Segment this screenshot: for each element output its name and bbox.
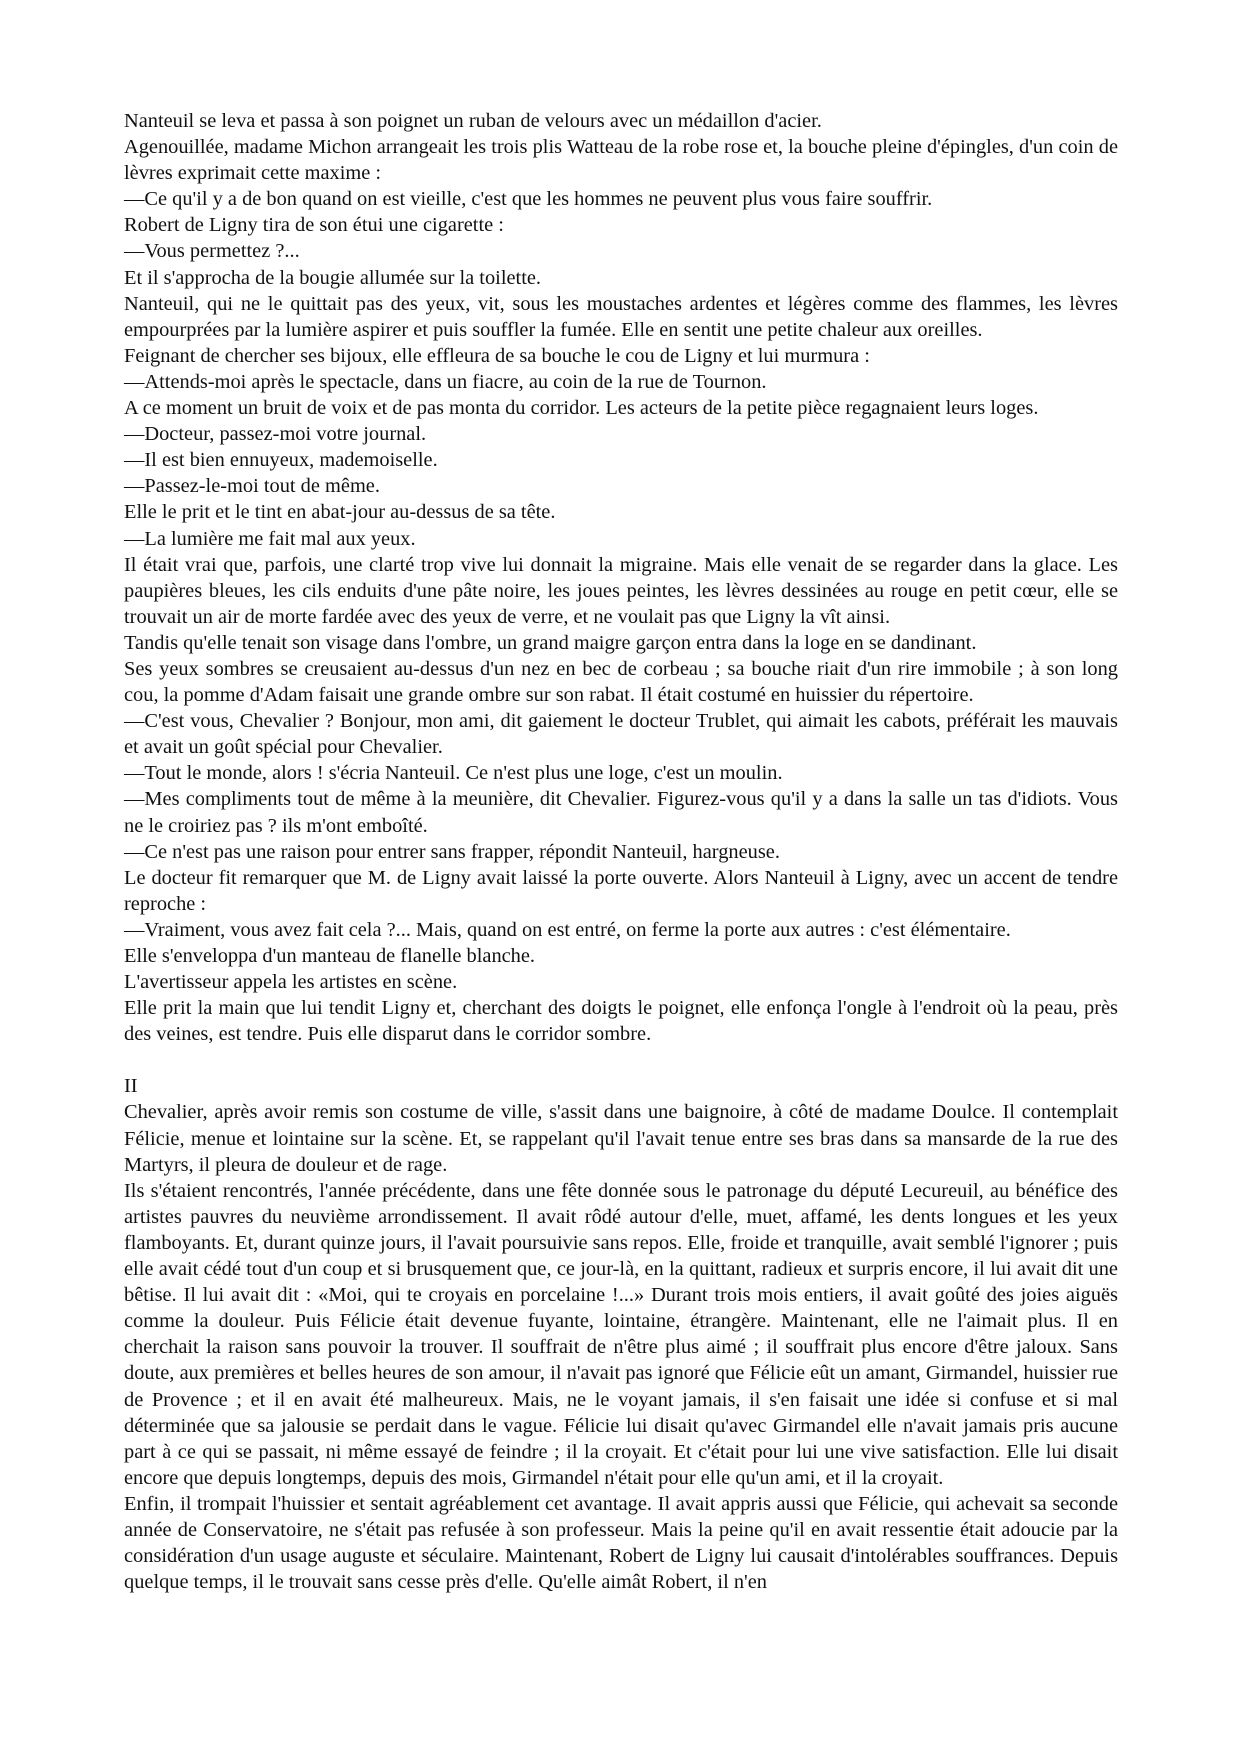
paragraph: L'avertisseur appela les artistes en scène.: [124, 971, 458, 994]
paragraph: —Ce qu'il y a de bon quand on est vieille, c'est que les hommes ne peuvent plus vous faire souffrir.: [124, 188, 933, 211]
paragraph: Agenouillée, madame Michon arrangeait les trois plis Watteau de la robe rose et, la bouche pleine d'épingles, d'un coin de lèvres exprimait cette maxime :: [124, 136, 1118, 185]
paragraph: —Mes compliments tout de même à la meunière, dit Chevalier. Figurez-vous qu'il y a dans la salle un tas d'idiots. Vous ne le croiriez pas ? ils m'ont emboîté.: [124, 788, 1118, 837]
section-heading: II: [124, 1075, 138, 1098]
paragraph: Et il s'approcha de la bougie allumée sur la toilette.: [124, 266, 542, 289]
paragraph: Nanteuil se leva et passa à son poignet un ruban de velours avec un médaillon d'acier.: [124, 110, 822, 132]
paragraph: Elle prit la main que lui tendit Ligny et, cherchant des doigts le poignet, elle enfonça l'ongle à l'endroit où la peau, près des veines, est tendre. Puis elle disparut dans le corridor sombre.: [124, 997, 1118, 1046]
paragraph: —Il est bien ennuyeux, mademoiselle.: [124, 449, 438, 472]
paragraph: Ils s'étaient rencontrés, l'année précédente, dans une fête donnée sous le patronage du député Lecureuil, au bénéfice des artistes pauvres du neuvième arrondissement. Il avait rôdé autour d'elle, muet, affamé, les dents longues et les yeux flamboyants. Et, durant quinze jours, il l'avait poursuivie sans repos. Elle, froide et tranquille, avait semblé l'ignorer ; puis elle avait cédé tout d'un coup et si brusquement que, ce jour-là, en la quittant, radieux et surpris encore, il lui avait dit une bêtise. Il lui avait dit : «Moi, qui te croyais en porcelaine !...» Durant trois mois entiers, il avait goûté des joies aiguës comme la douleur. Puis Félicie était devenue fuyante, lointaine, étrangère. Maintenant, elle ne l'aimait plus. Il en cherchait la raison sans pouvoir la trouver. Il souffrait de n'être plus aimé ; il souffrait plus encore d'être jaloux. Sans doute, aux premières et belles heures de son amour, il n'avait pas ignoré que Félicie eût un amant, Girmandel, huissier rue de Provence ; et il en avait été malheureux. Mais, ne le voyant jamais, il s'en faisait une idée si confuse et si mal déterminée que sa jalousie se perdait dans le vague. Félicie lui disait qu'avec Girmandel elle n'avait jamais pris aucune part à ce qui se passait, ni même essayé de feindre ; il la croyait. Et c'était pour lui une vive satisfaction. Elle lui disait encore que depuis longtemps, depuis des mois, Girmandel n'était pour elle qu'un ami, et il la croyait.: [124, 1179, 1118, 1489]
document-page: [124, 108, 1118, 1595]
paragraph: Chevalier, après avoir remis son costume de ville, s'assit dans une baignoire, à côté de madame Doulce. Il contemplait Félicie, menue et lointaine sur la scène. Et, se rappelant qu'il l'avait tenue entre ses bras dans sa mansarde de la rue des Martyrs, il pleura de douleur et de rage.: [124, 1101, 1118, 1176]
paragraph: —Tout le monde, alors ! s'écria Nanteuil. Ce n'est plus une loge, c'est un moulin.: [124, 762, 783, 785]
paragraph: Il était vrai que, parfois, une clarté trop vive lui donnait la migraine. Mais elle venait de se regarder dans la glace. Les paupières bleues, les cils enduits d'une pâte noire, les joues peintes, les lèvres dessinées au rouge en petit cœur, elle se trouvait un air de morte fardée avec des yeux de verre, et ne voulait pas que Ligny la vît ainsi.: [124, 553, 1118, 628]
paragraph: Elle s'enveloppa d'un manteau de flanelle blanche.: [124, 945, 536, 967]
paragraph: —Passez-le-moi tout de même.: [124, 475, 380, 498]
paragraph: Ses yeux sombres se creusaient au-dessus d'un nez en bec de corbeau ; sa bouche riait d'un rire immobile ; à son long cou, la pomme d'Adam faisait une grande ombre sur son rabat. Il était costumé en huissier du répertoire.: [124, 657, 1118, 707]
paragraph: Robert de Ligny tira de son étui une cigarette :: [124, 214, 504, 237]
paragraph: A ce moment un bruit de voix et de pas monta du corridor. Les acteurs de la petite pièce regagnaient leurs loges.: [124, 397, 1039, 420]
paragraph: —Docteur, passez-moi votre journal.: [124, 423, 427, 446]
paragraph: —Ce n'est pas une raison pour entrer sans frapper, répondit Nanteuil, hargneuse.: [124, 840, 780, 863]
paragraph: —La lumière me fait mal aux yeux.: [124, 527, 416, 550]
paragraph: —Vraiment, vous avez fait cela ?... Mais, quand on est entré, on ferme la porte aux autres : c'est élémentaire.: [124, 918, 1011, 941]
paragraph: —Attends-moi après le spectacle, dans un fiacre, au coin de la rue de Tournon.: [124, 370, 767, 393]
paragraph: Elle le prit et le tint en abat-jour au-dessus de sa tête.: [124, 501, 556, 524]
paragraph: Enfin, il trompait l'huissier et sentait agréablement cet avantage. Il avait appris aussi que Félicie, qui achevait sa seconde année de Conservatoire, ne s'était pas refusée à son professeur. Mais la peine qu'il en avait ressentie était adoucie par la considération d'un usage auguste et séculaire. Maintenant, Robert de Ligny lui causait d'intolérables souffrances. Depuis quelque temps, il le trouvait sans cesse près d'elle. Qu'elle aimât Robert, il n'en: [124, 1492, 1118, 1594]
paragraph: Tandis qu'elle tenait son visage dans l'ombre, un grand maigre garçon entra dans la loge en se dandinant.: [124, 631, 977, 654]
paragraph: —Vous permettez ?...: [124, 240, 300, 263]
paragraph: Feignant de chercher ses bijoux, elle effleura de sa bouche le cou de Ligny et lui murmura :: [124, 344, 870, 367]
paragraph: Nanteuil, qui ne le quittait pas des yeux, vit, sous les moustaches ardentes et légères comme des flammes, les lèvres empourprées par la lumière aspirer et puis souffler la fumée. Elle en sentit une petite chaleur aux oreilles.: [124, 292, 1118, 341]
paragraph: —C'est vous, Chevalier ? Bonjour, mon ami, dit gaiement le docteur Trublet, qui aimait les cabots, préférait les mauvais et avait un goût spécial pour Chevalier.: [124, 710, 1118, 759]
paragraph: Le docteur fit remarquer que M. de Ligny avait laissé la porte ouverte. Alors Nanteuil à Ligny, avec un accent de tendre reproche :: [124, 866, 1118, 915]
